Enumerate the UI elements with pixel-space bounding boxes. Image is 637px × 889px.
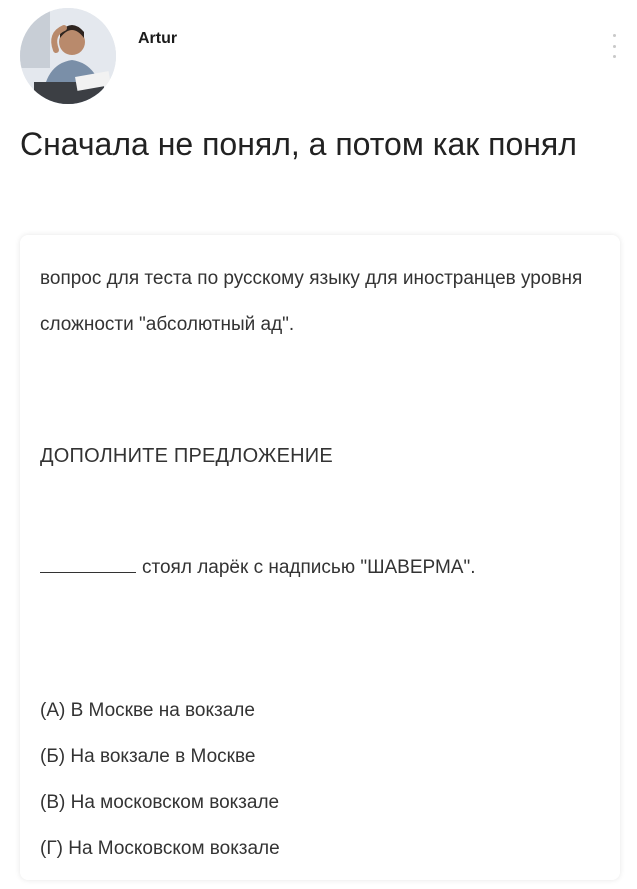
more-options-icon[interactable] bbox=[610, 34, 618, 58]
option-b: (Б) На вокзале в Москве bbox=[40, 746, 256, 767]
question-sentence-text: стоял ларёк с надписью "ШАВЕРМА". bbox=[142, 557, 476, 578]
option-v: (В) На московском вокзале bbox=[40, 792, 280, 813]
post-header bbox=[20, 8, 620, 104]
question-intro: вопрос для теста по русскому языку для иностранцев уровня сложности "абсолютный ад". bbox=[40, 268, 583, 335]
answer-options bbox=[40, 688, 600, 872]
question-instruction: ДОПОЛНИТЕ ПРЕДЛОЖЕНИЕ bbox=[40, 445, 333, 467]
author-name[interactable]: Artur bbox=[138, 30, 178, 47]
answer-blank bbox=[40, 558, 136, 573]
avatar-photo bbox=[20, 8, 116, 104]
option-g: (Г) На Московском вокзале bbox=[40, 838, 280, 859]
option-a: (А) В Москве на вокзале bbox=[40, 700, 255, 721]
post-title: Сначала не понял, а потом как понял bbox=[20, 126, 577, 162]
avatar[interactable] bbox=[20, 8, 116, 104]
question-sentence bbox=[40, 545, 600, 591]
